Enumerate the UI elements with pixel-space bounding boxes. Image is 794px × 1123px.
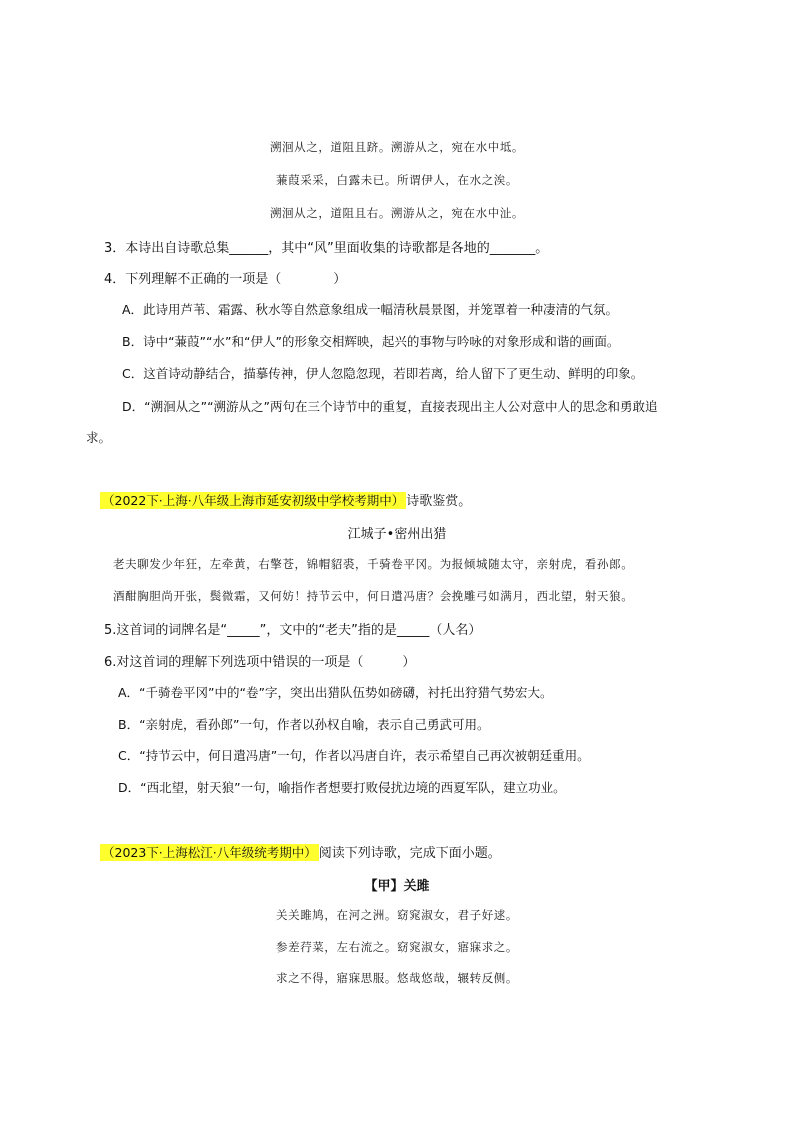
question-4-option-d-continued: 求。 — [86, 430, 112, 445]
section-3-poem-title: 【甲】关雎 — [364, 879, 430, 894]
question-6-option-a: A．“千骑卷平冈”中的“卷”字，突出出猎队伍势如磅礴，衬托出狩猎气势宏大。 — [118, 685, 553, 700]
question-6-option-c: C．“持节云中，何日遣冯唐”一句，作者以冯唐自许，表示希望自己再次被朝廷重用。 — [118, 748, 590, 763]
section-2-source-tag: （2022下·上海·八年级上海市延安初级中学校考期中） — [102, 493, 405, 508]
question-4-option-c: C．这首诗动静结合，描摹传神，伊人忽隐忽现，若即若离，给人留下了更生动、鲜明的印象。 — [122, 366, 644, 381]
poem-line-3: 溯洄从之，道阻且右。溯游从之，宛在水中沚。 — [269, 206, 525, 220]
section-3-poem-line-3: 求之不得，寤寐思服。悠哉悠哉，辗转反侧。 — [276, 971, 518, 985]
question-6-option-b: B．“亲射虎，看孙郎”一句，作者以孙权自喻，表示自己勇武可用。 — [118, 717, 490, 732]
question-4-stem: 4．下列理解不正确的一项是（ ） — [104, 272, 347, 287]
question-6-option-d: D．“西北望，射天狼”一句，喻指作者想要打败侵扰边境的西夏军队，建立功业。 — [118, 780, 566, 795]
section-2-header — [100, 490, 471, 509]
question-4-option-a: A．此诗用芦苇、霜露、秋水等自然意象组成一幅清秋晨景图，并笼罩着一种凄清的气氛。 — [122, 302, 619, 317]
question-3: 3．本诗出自诗歌总集______，其中“风”里面收集的诗歌都是各地的_______。 — [104, 241, 549, 256]
question-6-stem: 6.对这首词的理解下列选项中错误的一项是（ ） — [104, 655, 416, 670]
section-2-poem-line-2: 酒酣胸胆尚开张，鬓微霜，又何妨！持节云中，何日遣冯唐？会挽雕弓如满月，西北望，射天狼。 — [113, 589, 634, 603]
section-2-poem-title: 江城子•密州出猎 — [347, 527, 447, 542]
section-3-source-tag: （2023下·上海松江·八年级统考期中） — [102, 845, 317, 860]
poem-line-1: 溯洄从之，道阻且跻。溯游从之，宛在水中坻。 — [269, 140, 525, 154]
question-5: 5.这首词的词牌名是“_____”，文中的“老夫”指的是_____（人名） — [104, 623, 482, 638]
section-3-instruction: 阅读下列诗歌，完成下面小题。 — [318, 846, 501, 861]
section-3-poem-line-1: 关关雎鸠，在河之洲。窈窕淑女，君子好逑。 — [276, 908, 518, 922]
question-4-option-d: D．“溯洄从之”“溯游从之”两句在三个诗节中的重复，直接表现出主人公对意中人的思念和勇敢追 — [122, 399, 658, 414]
section-3-header — [100, 842, 501, 861]
question-4-option-b: B．诗中“蒹葭”“水”和“伊人”的形象交相辉映，起兴的事物与吟咏的对象形成和谐的画面。 — [122, 334, 620, 349]
section-2-poem-line-1: 老夫聊发少年狂，左牵黄，右擎苍，锦帽貂裘，千骑卷平冈。为报倾城随太守，亲射虎，看孙郎。 — [113, 557, 634, 571]
section-3-poem-line-2: 参差荇菜，左右流之。窈窕淑女，寤寐求之。 — [276, 940, 518, 954]
poem-line-2: 蒹葭采采，白露未已。所谓伊人，在水之涘。 — [276, 173, 518, 187]
section-2-instruction: 诗歌鉴赏。 — [406, 494, 472, 509]
